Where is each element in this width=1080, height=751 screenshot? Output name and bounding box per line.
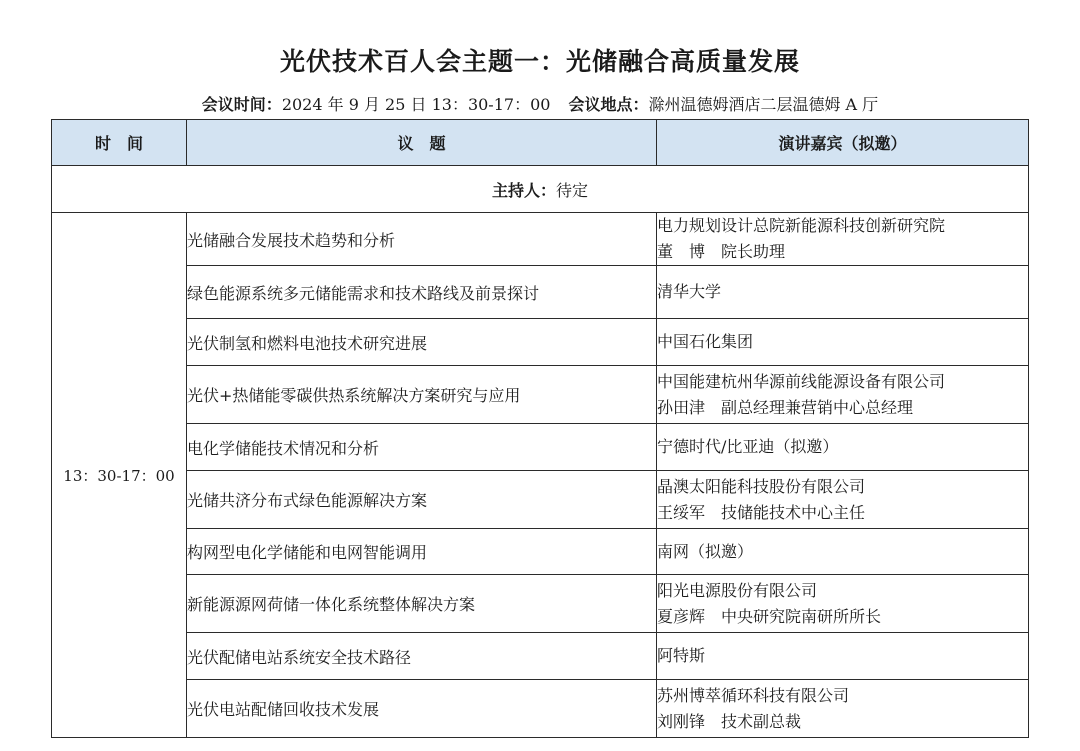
speaker-organization: 中国石化集团 <box>657 332 754 351</box>
table-header-row <box>52 120 1029 166</box>
speaker-name-title: 刘刚锋 技术副总裁 <box>657 711 802 731</box>
table-row <box>52 319 1029 366</box>
host-cell <box>52 166 1029 213</box>
speaker-cell <box>657 680 1029 738</box>
speaker-organization: 晶澳太阳能科技股份有限公司 <box>657 476 866 496</box>
speaker-organization: 清华大学 <box>657 282 722 301</box>
topic-cell: 光储融合发展技术趋势和分析 <box>187 213 657 266</box>
topic-cell: 光伏电站配储回收技术发展 <box>187 680 657 738</box>
time-slot-cell: 13：30-17：00 <box>52 213 187 738</box>
topic-cell: 光伏制氢和燃料电池技术研究进展 <box>187 319 657 366</box>
header-speaker: 演讲嘉宾（拟邀） <box>657 120 1029 166</box>
topic-cell: 光储共济分布式绿色能源解决方案 <box>187 471 657 529</box>
table-row <box>52 424 1029 471</box>
meeting-time-label: 会议时间： <box>201 95 282 114</box>
speaker-name-title: 孙田津 副总经理兼营销中心总经理 <box>657 397 914 417</box>
topic-cell: 光伏配储电站系统安全技术路径 <box>187 633 657 680</box>
header-topic: 议 题 <box>187 120 657 166</box>
speaker-cell <box>657 575 1029 633</box>
meeting-time-value: 2024 年 9 月 25 日 13：30-17：00 <box>281 95 551 114</box>
speaker-cell <box>657 471 1029 529</box>
meeting-info <box>0 92 1080 115</box>
topic-cell: 新能源源网荷储一体化系统整体解决方案 <box>187 575 657 633</box>
speaker-name-title: 董 博 院长助理 <box>657 242 786 261</box>
table-row <box>52 266 1029 319</box>
speaker-cell <box>657 266 1029 319</box>
speaker-organization: 阿特斯 <box>657 646 706 665</box>
header-time: 时 间 <box>52 120 187 166</box>
topic-cell: 电化学储能技术情况和分析 <box>187 424 657 471</box>
speaker-name-title: 夏彦辉 中央研究院南研所所长 <box>657 606 882 626</box>
speaker-cell <box>657 633 1029 680</box>
table-row <box>52 529 1029 575</box>
speaker-organization: 宁德时代/比亚迪（拟邀） <box>657 437 839 456</box>
table-row <box>52 680 1029 738</box>
meeting-place-value: 滁州温德姆酒店二层温德姆 A 厅 <box>648 95 879 114</box>
table-row <box>52 633 1029 680</box>
meeting-place-label: 会议地点： <box>568 95 649 114</box>
page-title: 光伏技术百人会主题一：光储融合高质量发展 <box>279 47 800 76</box>
speaker-cell <box>657 213 1029 266</box>
speaker-organization: 电力规划设计总院新能源科技创新研究院 <box>657 216 946 235</box>
speaker-name-title: 王绥军 技储能技术中心主任 <box>657 502 866 522</box>
host-row <box>52 166 1029 213</box>
table-row <box>52 213 1029 266</box>
table-row <box>52 575 1029 633</box>
speaker-cell <box>657 366 1029 424</box>
topic-cell: 光伏+热储能零碳供热系统解决方案研究与应用 <box>187 366 657 424</box>
speaker-cell <box>657 424 1029 471</box>
table-row <box>52 366 1029 424</box>
speaker-cell <box>657 529 1029 575</box>
speaker-cell <box>657 319 1029 366</box>
speaker-organization: 苏州博萃循环科技有限公司 <box>657 685 850 705</box>
host-label: 主持人： <box>491 180 556 200</box>
host-value: 待定 <box>556 180 589 200</box>
speaker-organization: 阳光电源股份有限公司 <box>657 580 818 600</box>
topic-cell: 构网型电化学储能和电网智能调用 <box>187 529 657 575</box>
agenda-table <box>51 119 1029 738</box>
speaker-organization: 中国能建杭州华源前线能源设备有限公司 <box>657 371 946 391</box>
table-row <box>52 471 1029 529</box>
topic-cell: 绿色能源系统多元储能需求和技术路线及前景探讨 <box>187 266 657 319</box>
speaker-organization: 南网（拟邀） <box>657 541 754 561</box>
